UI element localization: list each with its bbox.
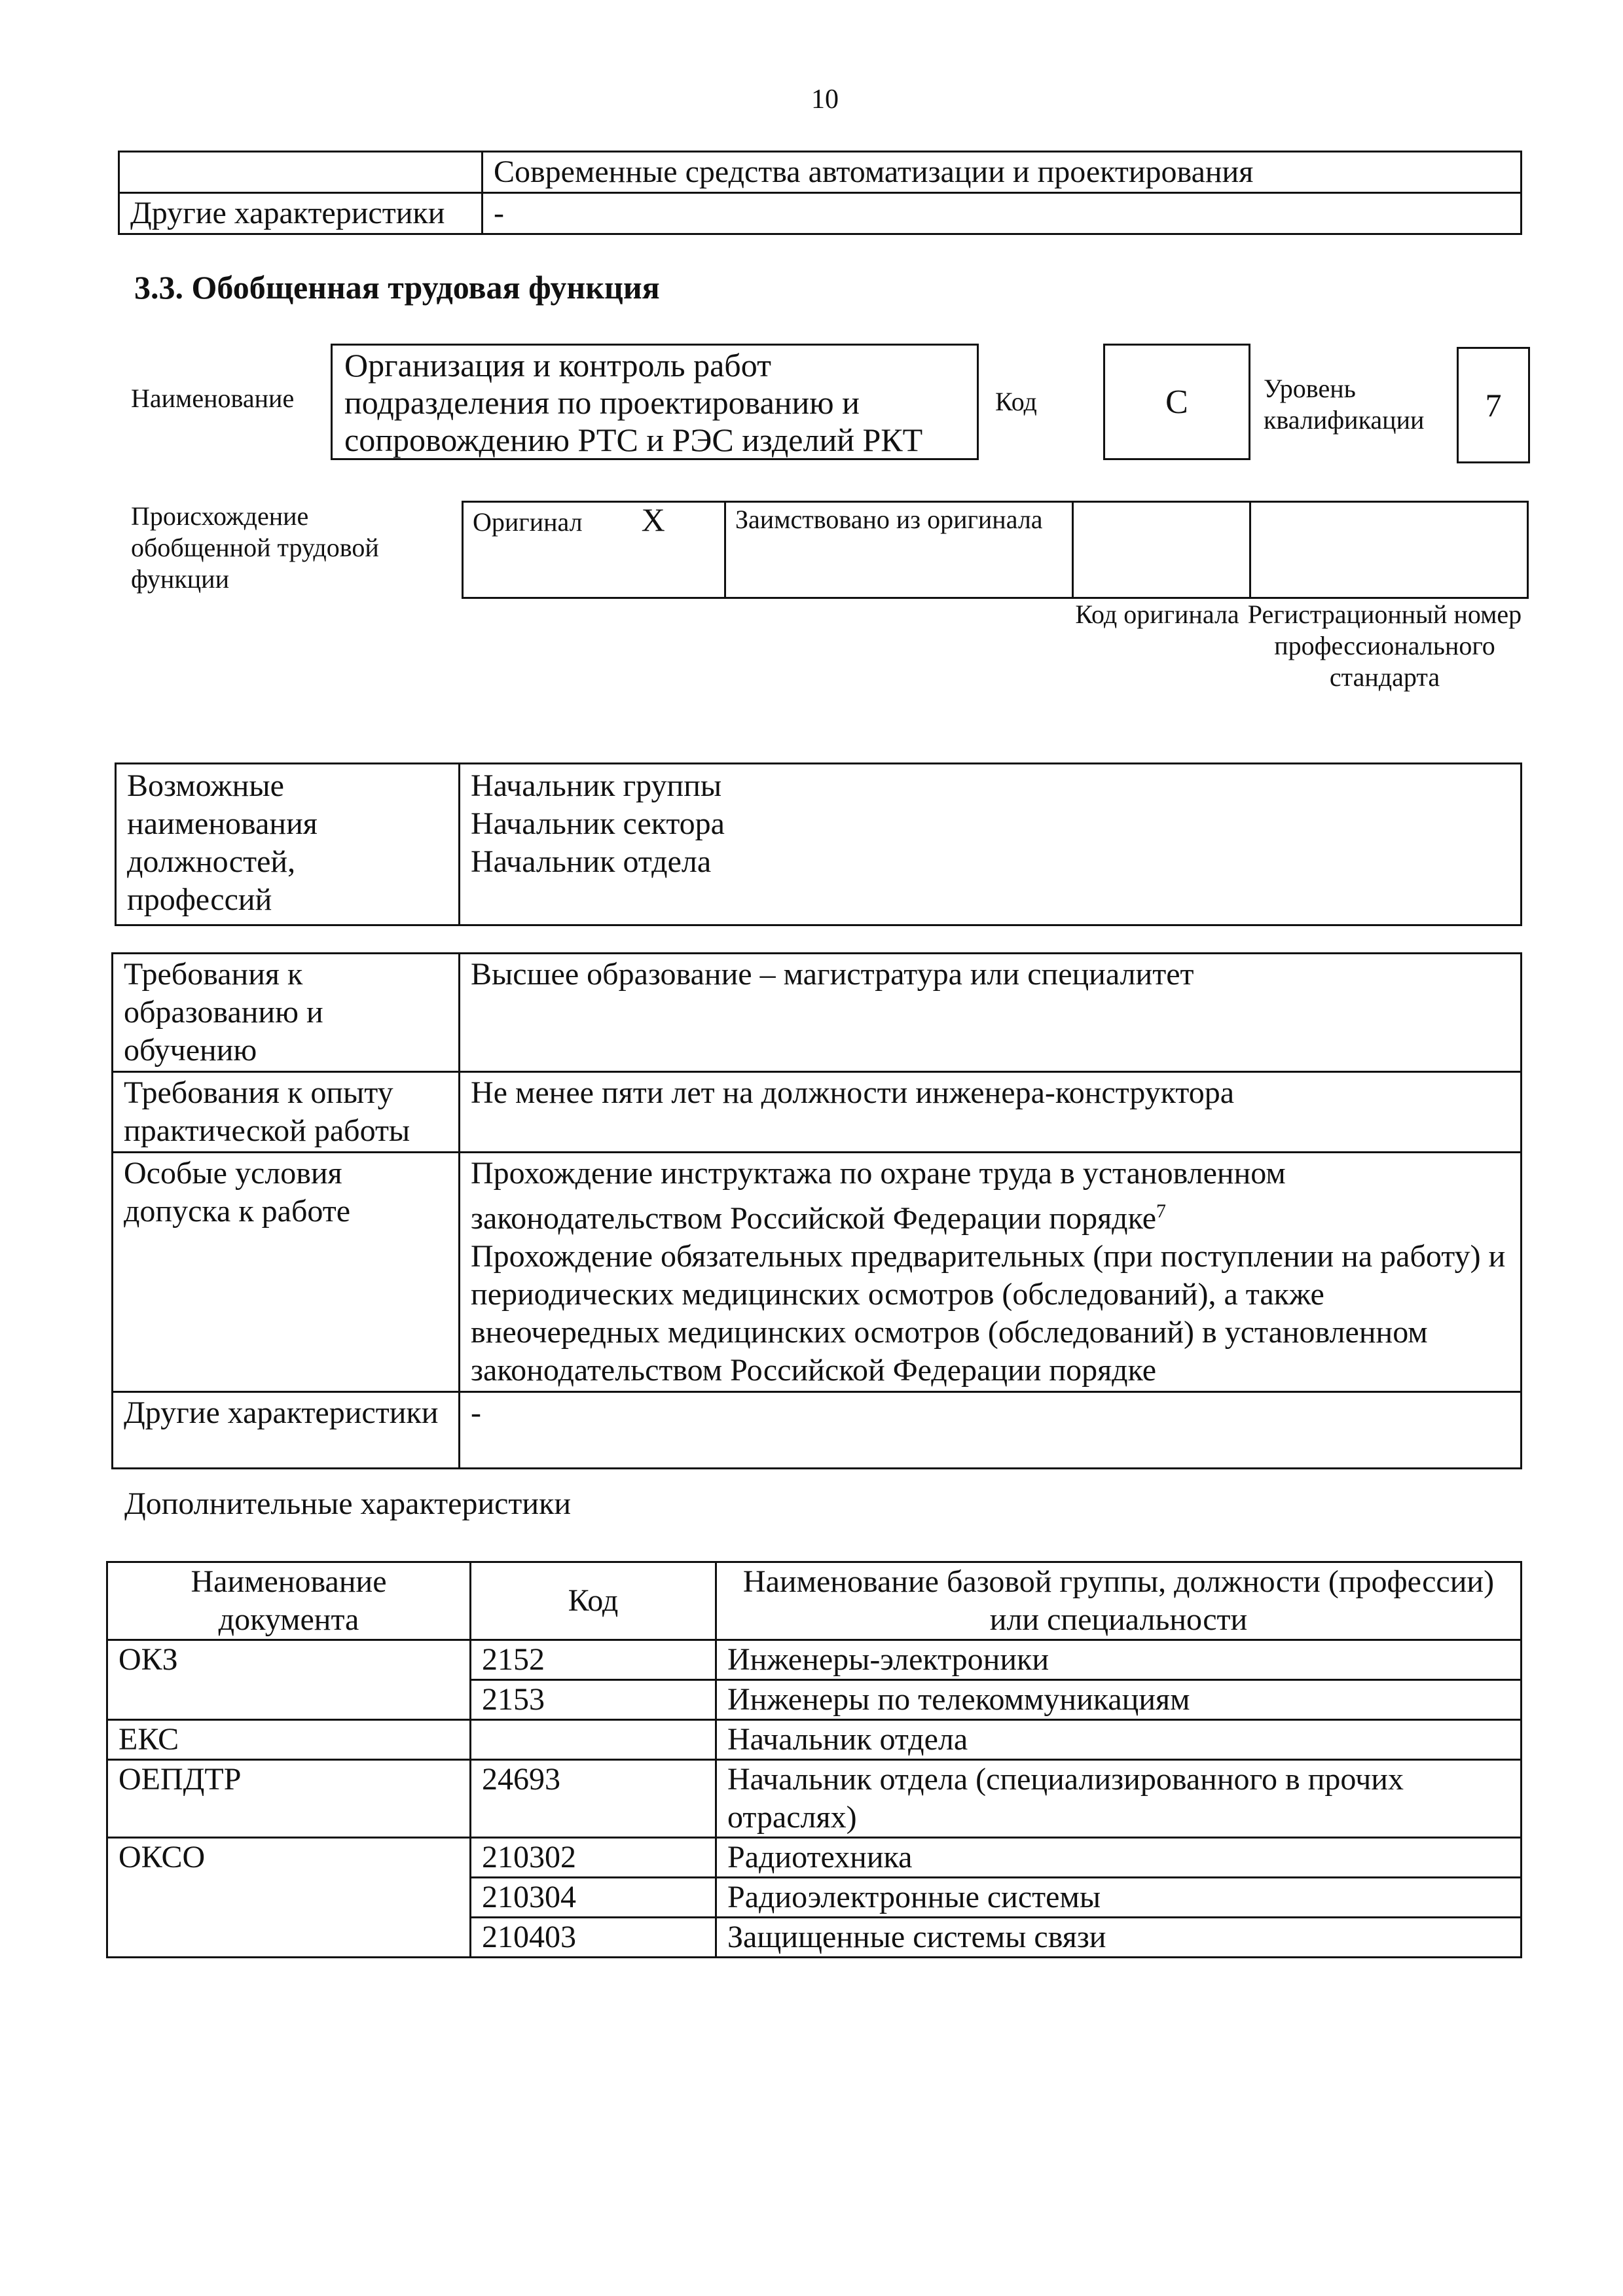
positions-table — [115, 762, 1522, 926]
column-header: Наименование базовой группы, должности (профессии) или специальности — [716, 1562, 1522, 1640]
list-item: Начальник группы — [471, 768, 722, 803]
doc-cell: ОКСО — [107, 1838, 471, 1958]
table-cell-label: Другие характеристики — [119, 193, 483, 234]
qualification-level-box: 7 — [1457, 347, 1530, 463]
column-header: Код — [471, 1562, 716, 1640]
requirement-label: Особые условия допуска к работе — [113, 1153, 460, 1392]
previous-section-table — [118, 151, 1522, 235]
requirement-value: Не менее пяти лет на должности инженера-конструктора — [460, 1072, 1522, 1153]
doc-cell: ОКЗ — [107, 1640, 471, 1720]
name-cell: Инженеры по телекоммуникациям — [716, 1680, 1522, 1720]
footnote-mark: 7 — [1156, 1200, 1166, 1222]
requirement-label: Требования к опыту практической работы — [113, 1072, 460, 1153]
original-cell — [463, 502, 725, 598]
table-cell-empty — [119, 152, 483, 193]
origin-label: Происхождение обобщенной трудовой функции — [131, 501, 379, 594]
positions-label: Возможные наименования должностей, профессий — [116, 764, 460, 925]
borrowed-cell: Заимствовано из оригинала — [725, 502, 1073, 598]
table-row — [113, 954, 1522, 1072]
code-label: Код — [995, 387, 1037, 416]
original-code-caption: Код оригинала — [1075, 600, 1239, 629]
table-row — [113, 1072, 1522, 1153]
requirement-value: - — [460, 1392, 1522, 1469]
table-row — [107, 1760, 1522, 1838]
positions-list — [460, 764, 1522, 925]
table-row — [107, 1838, 1522, 1878]
code-value-box: C — [1103, 344, 1250, 460]
doc-cell: ОЕПДТР — [107, 1760, 471, 1838]
code-cell: 210403 — [471, 1918, 716, 1958]
table-row — [116, 764, 1522, 925]
requirements-table — [111, 952, 1522, 1469]
registration-number-cell — [1250, 502, 1528, 598]
table-header-row — [107, 1562, 1522, 1640]
list-item: Начальник сектора — [471, 806, 725, 841]
table-row — [107, 1640, 1522, 1680]
function-name-box: Организация и контроль работ подразделения по проектированию и сопровождению РТС и РЭС изделий РКТ — [331, 344, 979, 460]
page-number: 10 — [811, 84, 839, 115]
requirement-text: Прохождение инструктажа по охране труда в установленном законодательством Российской Федерации порядке — [471, 1156, 1286, 1236]
table-row — [463, 502, 1528, 598]
code-cell: 2153 — [471, 1680, 716, 1720]
additional-characteristics-table — [106, 1561, 1522, 1958]
code-cell — [471, 1720, 716, 1760]
registration-number-caption: Регистрационный номер профессионального стандарта — [1247, 600, 1522, 692]
additional-title: Дополнительные характеристики — [124, 1486, 572, 1521]
table-row — [119, 152, 1522, 193]
doc-cell: ЕКС — [107, 1720, 471, 1760]
name-cell: Радиоэлектронные системы — [716, 1878, 1522, 1918]
original-code-cell — [1073, 502, 1250, 598]
code-cell: 210302 — [471, 1838, 716, 1878]
code-cell: 2152 — [471, 1640, 716, 1680]
qualification-level-label: Уровень квалификации — [1264, 374, 1425, 435]
table-row — [113, 1153, 1522, 1392]
requirement-label: Требования к образованию и обучению — [113, 954, 460, 1072]
code-cell: 210304 — [471, 1878, 716, 1918]
original-mark: X — [641, 501, 665, 538]
table-row — [113, 1392, 1522, 1469]
requirement-label: Другие характеристики — [113, 1392, 460, 1469]
list-item: Начальник отдела — [471, 844, 712, 879]
code-cell: 24693 — [471, 1760, 716, 1838]
name-cell: Начальник отдела (специализированного в прочих отраслях) — [716, 1760, 1522, 1838]
original-label: Оригинал — [473, 507, 583, 537]
name-cell: Радиотехника — [716, 1838, 1522, 1878]
name-cell: Защищенные системы связи — [716, 1918, 1522, 1958]
name-label: Наименование — [131, 384, 295, 413]
name-cell: Инженеры-электроники — [716, 1640, 1522, 1680]
requirement-text: Прохождение обязательных предварительных (при поступлении на работу) и периодических медицинских осмотров (обследований), а также внеочередных медицинских осмотров (обследований) в установленном законодательством Российской Федерации порядке — [471, 1239, 1506, 1388]
name-cell: Начальник отдела — [716, 1720, 1522, 1760]
table-row — [119, 193, 1522, 234]
requirement-value: Высшее образование – магистратура или специалитет — [460, 954, 1522, 1072]
column-header: Наименование документа — [107, 1562, 471, 1640]
requirement-value — [460, 1153, 1522, 1392]
table-cell: - — [483, 193, 1522, 234]
table-row — [107, 1720, 1522, 1760]
section-title: 3.3. Обобщенная трудовая функция — [134, 269, 660, 306]
table-cell: Современные средства автоматизации и проектирования — [483, 152, 1522, 193]
origin-table — [462, 501, 1529, 599]
